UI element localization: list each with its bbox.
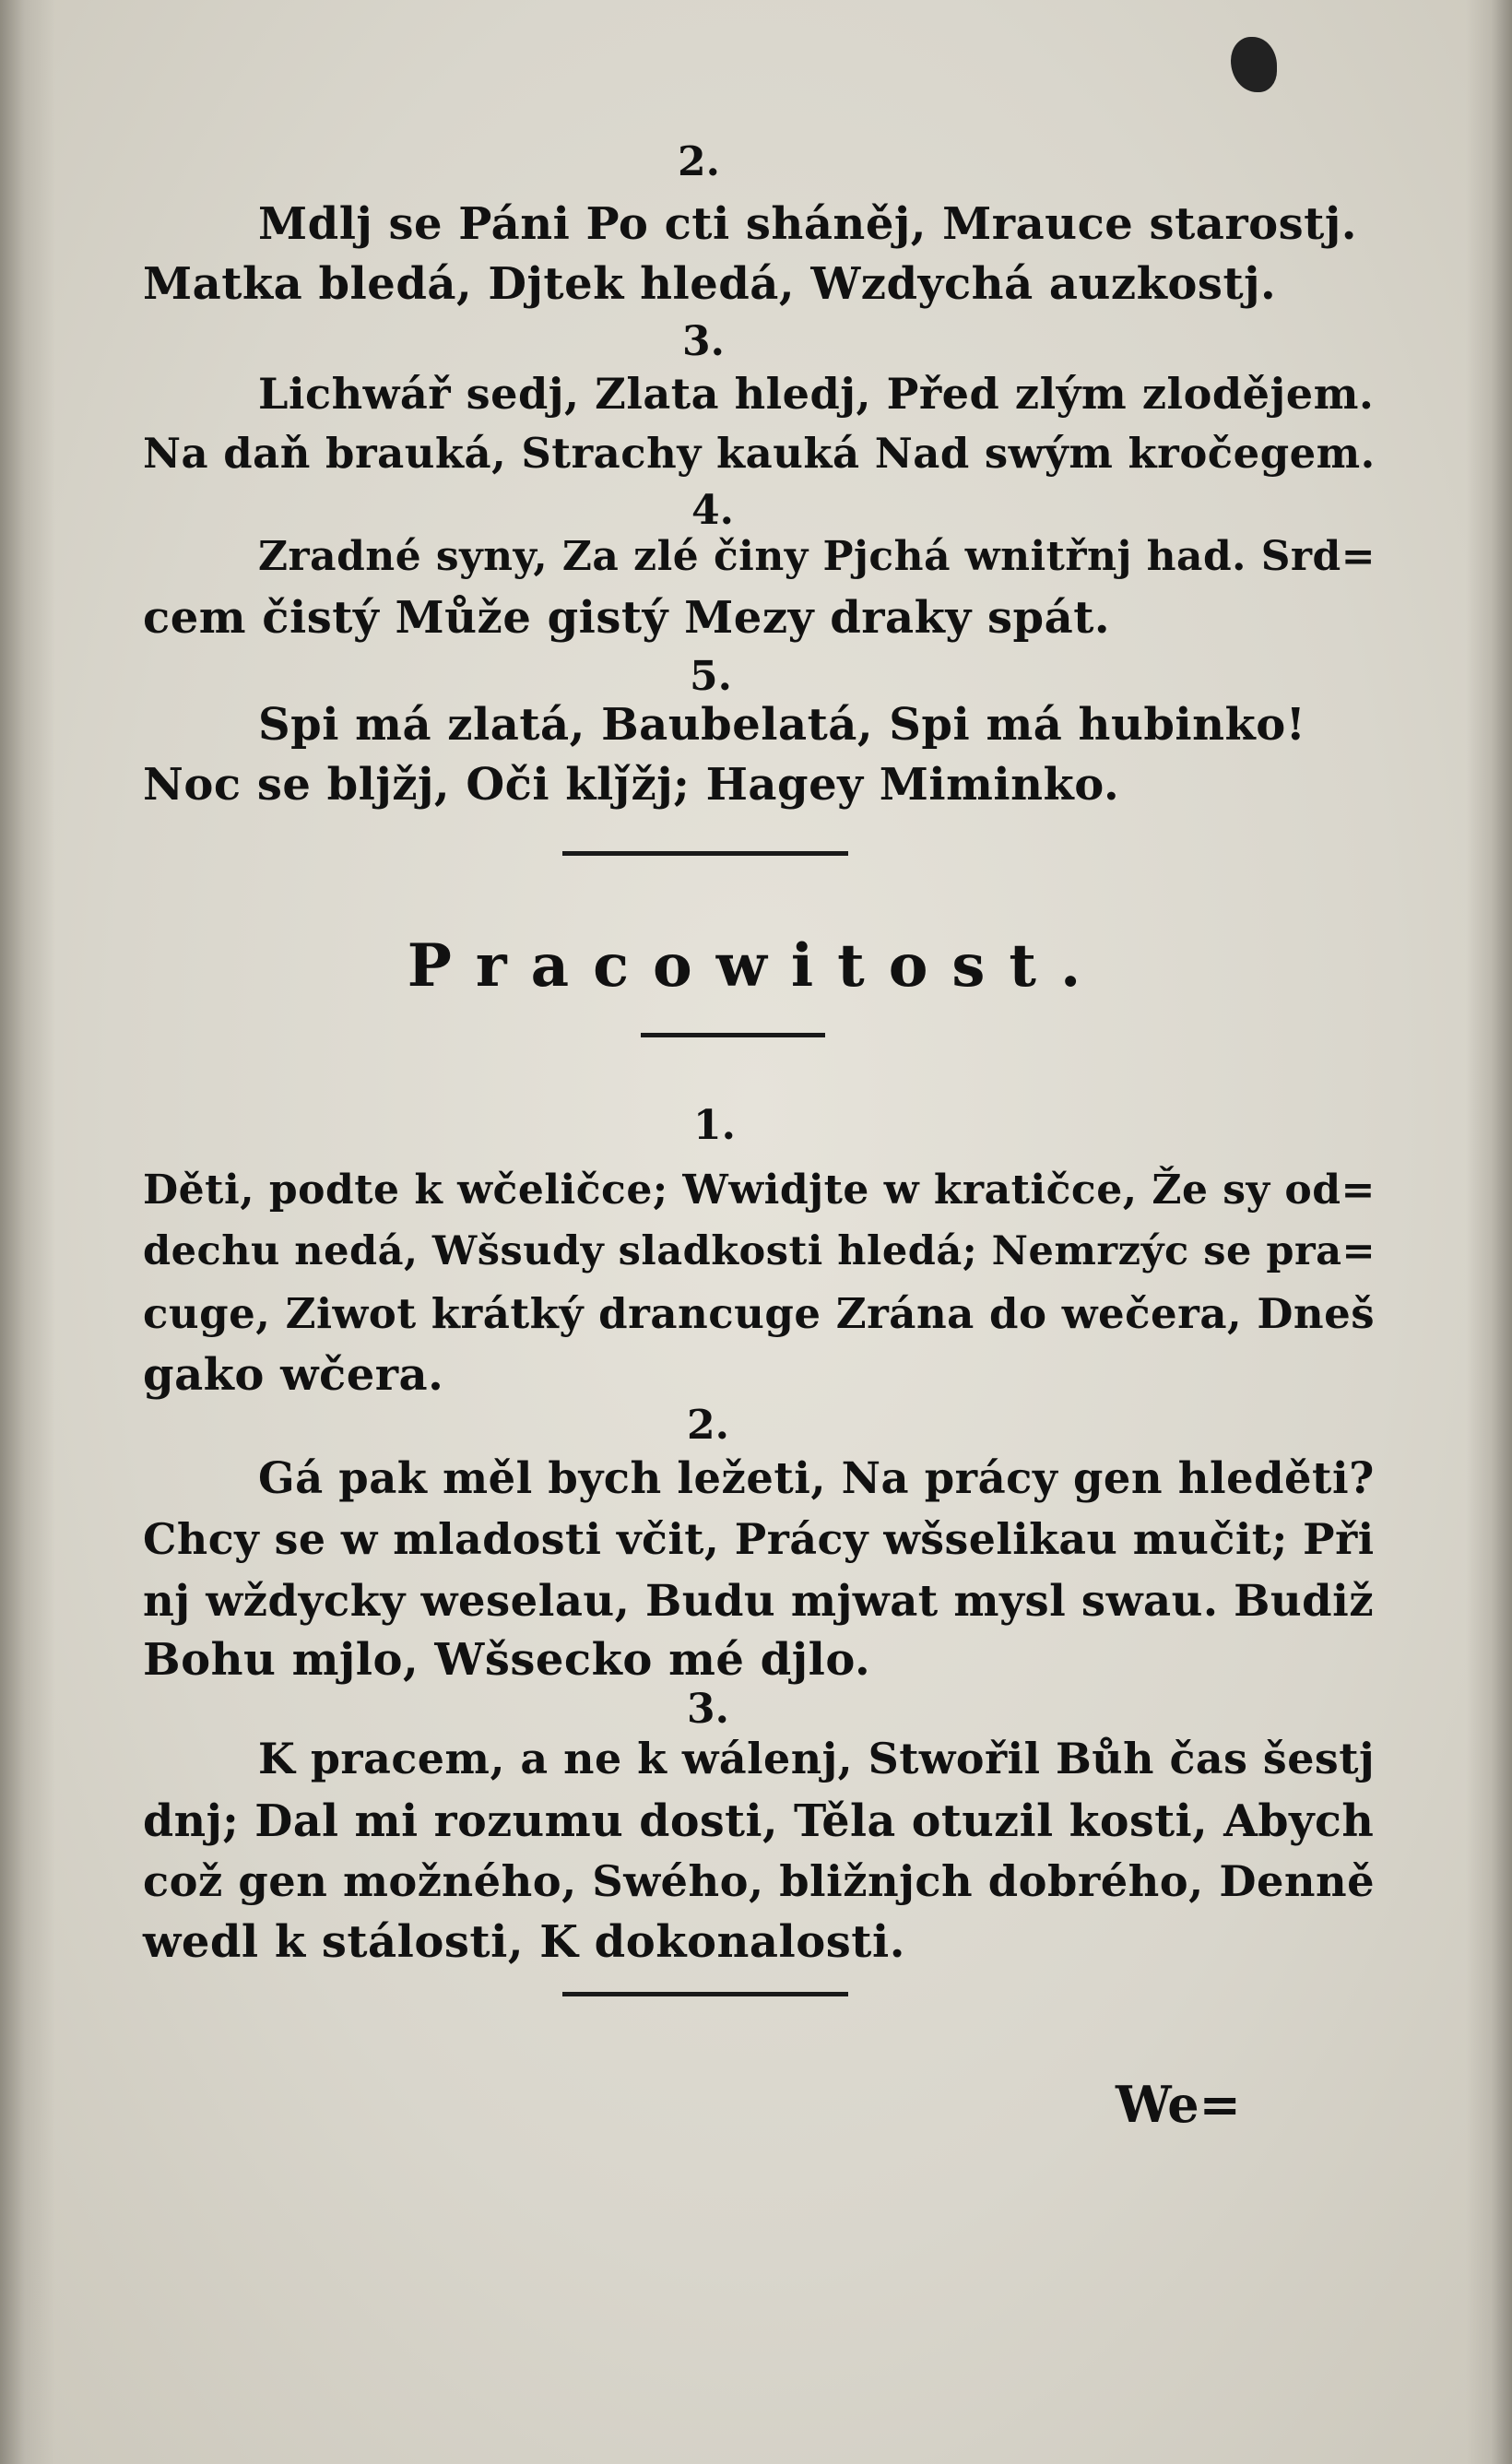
poem-title: Pracowitost. <box>407 931 1105 1001</box>
stanza-number: 5. <box>690 653 732 700</box>
verse-line: cem čistý Může gistý Mezy draky spát. <box>143 592 1111 644</box>
verse-line: K pracem, a ne k wálenj, Stwořil Bůh čas šestj <box>258 1734 1376 1783</box>
stanza-number: 3. <box>682 318 725 365</box>
verse-line: Mdlj se Páni Po cti sháněj, Mrauce starostj. <box>258 198 1357 250</box>
divider-rule <box>562 1992 848 1996</box>
verse-line: Noc se bljžj, Oči klǰžj; Hagey Miminko. <box>143 759 1120 811</box>
verse-line: Děti, podte k wčeličce; Wwidjte w kratičce, Že sy od= <box>143 1167 1376 1214</box>
verse-line: Bohu mjlo, Wšsecko mé djlo. <box>143 1634 871 1686</box>
catchword: We= <box>1116 2075 1241 2134</box>
verse-line: Zradné syny, Za zlé činy Pjchá wnitřnj had. Srd= <box>258 533 1376 580</box>
verse-line: Matka bledá, Djtek hledá, Wzdychá auzkostj. <box>143 258 1277 310</box>
stanza-number: 4. <box>691 487 734 534</box>
stanza-number: 3. <box>687 1686 729 1733</box>
verse-line: cuge, Ziwot krátký drancuge Zrána do wečera, Dneš <box>143 1289 1376 1338</box>
stanza-number: 2. <box>687 1402 729 1449</box>
verse-line: dnj; Dal mi rozumu dosti, Těla otuzil kosti, Abych <box>143 1795 1375 1847</box>
verse-line: nj wždycky weselau, Budu mjwat mysl swau. Budiž <box>143 1575 1375 1626</box>
page-edge-left <box>0 0 55 2464</box>
verse-line: Gá pak měl bych ležeti, Na prácy gen hleděti? <box>258 1452 1375 1503</box>
page-edge-right <box>1466 0 1512 2464</box>
verse-line: Spi má zlatá, Baubelatá, Spi má hubinko! <box>258 699 1306 751</box>
divider-rule <box>641 1033 825 1037</box>
verse-line: Na daň brauká, Strachy kauká Nad swým kročegem. <box>143 429 1376 478</box>
verse-line: dechu nedá, Wšsudy sladkosti hledá; Nemrzýc se pra= <box>143 1228 1376 1274</box>
verse-line: wedl k stálosti, K dokonalosti. <box>143 1916 905 1968</box>
verse-line: Chcy se w mladosti včit, Prácy wšselikau mučit; Při <box>143 1514 1375 1564</box>
stanza-number: 1. <box>693 1102 736 1149</box>
verse-line: což gen možného, Swého, bližnjch dobrého, Denně <box>143 1856 1376 1906</box>
divider-rule <box>562 851 848 856</box>
stanza-number: 2. <box>678 138 720 185</box>
ink-blot <box>1231 37 1277 92</box>
verse-line: gako wčera. <box>143 1349 444 1401</box>
verse-line: Lichwář sedj, Zlata hledj, Před zlým zlodějem. <box>258 369 1375 419</box>
